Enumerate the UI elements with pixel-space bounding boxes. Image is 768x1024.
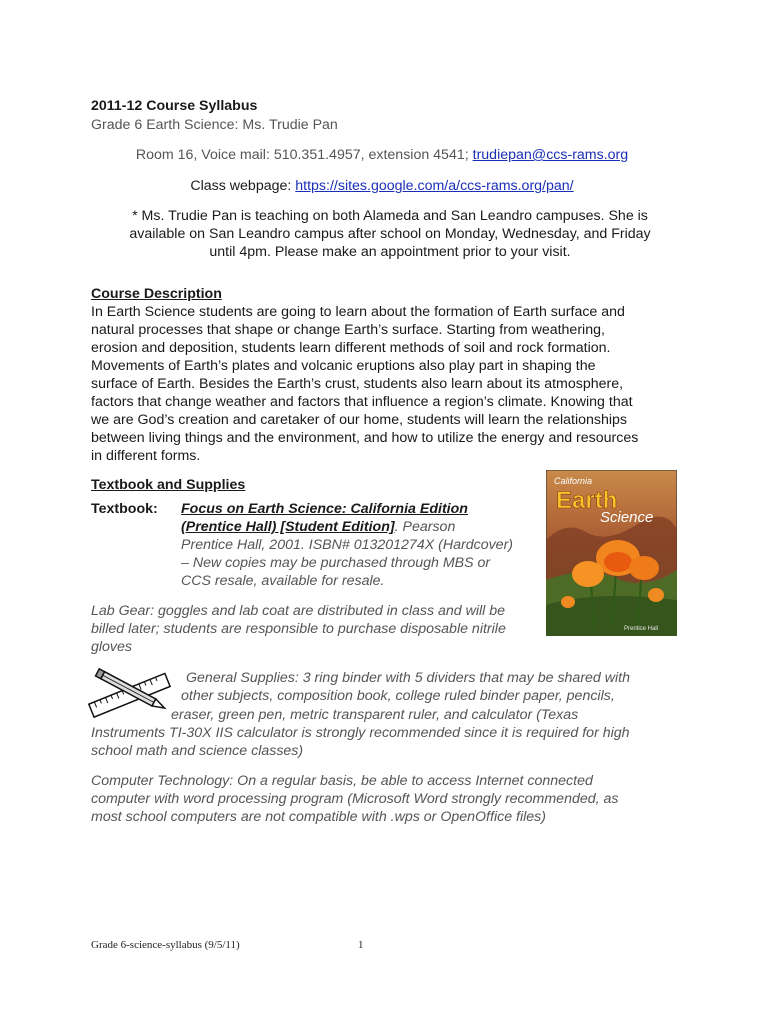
description-line: factors that change weather and factors that influence a region’s climate. Knowing that	[91, 394, 633, 410]
note-line: until 4pm. Please make an appointment prior to your visit.	[209, 244, 571, 260]
general-supplies-line4: Instruments TI-30X IIS calculator is strongly recommended since it is required for high	[91, 725, 630, 741]
textbook-isbn: Prentice Hall, 2001. ISBN# 013201274X (Hardcover)	[181, 537, 514, 553]
cover-publisher: Prentice Hall	[624, 626, 659, 632]
textbook-details	[181, 500, 541, 590]
textbook-resale-note: CCS resale, available for resale.	[181, 573, 385, 589]
contact-line	[0, 146, 768, 164]
computer-tech-line: Computer Technology: On a regular basis, be able to access Internet connected	[91, 773, 593, 789]
computer-technology-paragraph	[91, 772, 711, 826]
lab-gear-line: gloves	[91, 639, 133, 655]
class-webpage-link[interactable]: https://sites.google.com/a/ccs-rams.org/pan/	[295, 178, 574, 194]
webpage-line	[0, 177, 768, 195]
textbook-label: Textbook:	[91, 501, 158, 517]
cover-title-earth: Earth	[556, 487, 618, 514]
footer-document-name: Grade 6-science-syllabus (9/5/11)	[91, 939, 240, 951]
general-supplies-line1: General Supplies: 3 ring binder with 5 dividers that may be shared with	[186, 670, 630, 686]
description-line: we are God’s creation and caretaker of our home, students will learn the relationships	[91, 412, 628, 428]
cover-title-science: Science	[600, 509, 654, 526]
cover-brand: California	[554, 476, 593, 486]
room-voicemail-text: Room 16, Voice mail: 510.351.4957, extension 4541;	[135, 147, 473, 163]
note-line: available on San Leandro campus after school on Monday, Wednesday, and Friday	[129, 226, 651, 242]
page-title: 2011-12 Course Syllabus	[91, 98, 258, 114]
textbook-cover-image	[546, 470, 677, 636]
general-supplies-line3: eraser, green pen, metric transparent ruler, and calculator (Texas	[171, 707, 579, 723]
textbook-title-line: (Prentice Hall) [Student Edition]	[181, 519, 395, 535]
description-line: Movements of Earth’s plates and volcanic eruptions also play part in shaping the	[91, 358, 596, 374]
description-line: In Earth Science students are going to learn about the formation of Earth surface and	[91, 304, 625, 320]
textbook-purchase-note: – New copies may be purchased through MBS or	[181, 555, 491, 571]
description-line: between living things and the environment, and how to utilize the energy and resources	[91, 430, 639, 446]
general-supplies-line5: school math and science classes)	[91, 743, 304, 759]
note-line: * Ms. Trudie Pan is teaching on both Alameda and San Leandro campuses. She is	[132, 208, 648, 224]
description-line: natural processes that shape or change Earth’s surface. Starting from weathering,	[91, 322, 605, 338]
email-link[interactable]: trudiepan@ccs-rams.org	[472, 147, 629, 163]
description-line: erosion and deposition, students learn different methods of soil and rock formation.	[91, 340, 611, 356]
description-line: surface of Earth. Besides the Earth’s crust, students also learn about its atmosphere,	[91, 376, 624, 392]
webpage-label: Class webpage:	[190, 178, 296, 194]
ruler-pencil-icon	[84, 664, 176, 720]
book-cover-graphic	[546, 470, 677, 636]
course-description-body	[91, 303, 691, 465]
lab-gear-line: Lab Gear: goggles and lab coat are distributed in class and will be	[91, 603, 506, 619]
computer-tech-line: computer with word processing program (Microsoft Word strongly recommended, as	[91, 791, 619, 807]
footer-page-number: 1	[358, 939, 364, 951]
lab-gear-line: billed later; students are responsible to purchase disposable nitrile	[91, 621, 506, 637]
general-supplies-line2: other subjects, composition book, college ruled binder paper, pencils,	[181, 688, 615, 704]
computer-tech-line: most school computers are not compatible with .wps or OpenOffice files)	[91, 809, 546, 825]
availability-note	[60, 207, 720, 261]
textbook-supplies-heading: Textbook and Supplies	[91, 477, 246, 493]
publisher-text: . Pearson	[394, 519, 456, 535]
textbook-title-line: Focus on Earth Science: California Edition	[181, 501, 468, 517]
course-subtitle: Grade 6 Earth Science: Ms. Trudie Pan	[91, 117, 338, 133]
description-line: in different forms.	[91, 448, 201, 464]
course-description-heading: Course Description	[91, 286, 222, 302]
lab-gear-paragraph	[91, 602, 541, 656]
